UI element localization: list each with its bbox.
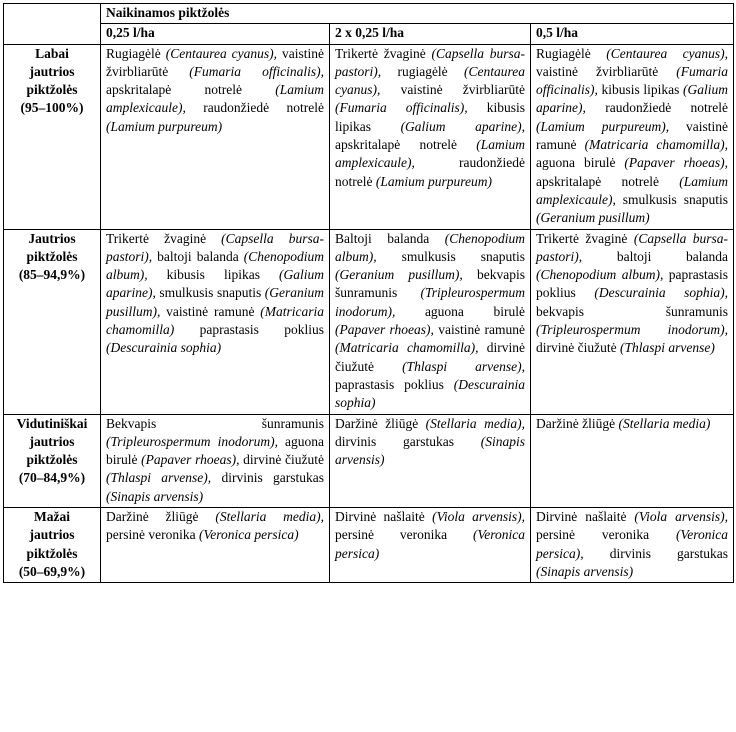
common-name: raudonžiedė notrelė [185, 100, 324, 116]
common-name: apskritalapė notrelė [106, 82, 276, 98]
latin-name: (Galium aparine), [400, 118, 525, 134]
category-line: jautrios [29, 433, 75, 449]
common-name: Trikertė žvaginė [335, 45, 432, 61]
common-name: apskritalapė notrelė [335, 137, 477, 153]
common-name: Baltoji balanda [335, 230, 445, 246]
weed-list-cell [330, 229, 531, 414]
common-name: Dirvinė našlaitė [335, 509, 433, 525]
category-line: (85–94,9%) [18, 267, 86, 283]
common-name: raudonžiedė notrelė [335, 155, 525, 189]
latin-name: (Matricaria chamomilla), [584, 137, 729, 153]
table-row [4, 508, 734, 583]
latin-name: (Geranium pusillum), [335, 267, 463, 283]
common-name: Dirvinė našlaitė [536, 509, 635, 525]
latin-name: (Fumaria officinalis), [189, 63, 324, 79]
common-name: apskritalapė notrelė [536, 173, 680, 189]
latin-name: (Capsella bursa-pastori), [335, 45, 526, 79]
latin-name: (Viola arvensis), [634, 509, 729, 525]
table-row [4, 414, 734, 507]
weed-list-cell [531, 508, 734, 583]
latin-name: (Tripleurospermum inodorum), [536, 322, 729, 338]
sensitivity-category [4, 229, 101, 414]
sensitivity-category [4, 414, 101, 507]
latin-name: (Capsella bursa-pastori), [106, 230, 324, 264]
common-name: Trikertė žvaginė [536, 230, 634, 246]
latin-name: (Veronica persica) [198, 527, 299, 543]
latin-name: (Stellaria media), [425, 415, 525, 431]
weed-list-cell [101, 229, 330, 414]
weed-list-cell [531, 414, 734, 507]
latin-name: (Fumaria officinalis), [536, 63, 729, 98]
common-name: vaistinė žvirbliarūtė [536, 63, 677, 79]
latin-name: (Descurainia sophia) [106, 340, 222, 356]
herbicide-efficacy-table [3, 3, 734, 583]
latin-name: (Veronica persica), [536, 527, 729, 561]
common-name: vaistinė ramunė [536, 118, 729, 153]
common-name: dirvinė čiužutė [239, 452, 325, 468]
common-name: Bekvapis šunramunis [106, 415, 324, 431]
common-name: Daržinė žliūgė [536, 415, 619, 431]
dose-header: 0,5 l/ha [531, 24, 734, 44]
weed-list-cell [330, 508, 531, 583]
header-row-doses [4, 24, 734, 44]
latin-name: (Lamium purpureum) [106, 118, 223, 134]
category-line: (50–69,9%) [18, 563, 86, 579]
common-name: dirvinis garstukas [211, 470, 324, 486]
latin-name: (Galium aparine), [536, 82, 729, 116]
weed-list-cell [101, 508, 330, 583]
latin-name: (Capsella bursa-pastori), [536, 230, 729, 264]
common-name: Trikertė žvaginė [106, 230, 222, 246]
latin-name: (Lamium purpureum) [375, 173, 492, 189]
common-name: Rugiagėlė [536, 45, 607, 61]
latin-name: (Centaurea cyanus), [335, 63, 525, 98]
latin-name: (Papaver rhoeas), [141, 452, 240, 468]
common-name: paprastasis poklius [335, 376, 454, 392]
latin-name: (Veronica persica) [335, 527, 525, 561]
category-line: Jautrios [28, 230, 76, 246]
latin-name: (Chenopodium album), [335, 230, 525, 264]
latin-name: (Fumaria officinalis), [335, 100, 468, 116]
latin-name: (Papaver rhoeas), [624, 155, 729, 171]
category-line: Labai [35, 45, 69, 61]
corner-cell [4, 4, 101, 45]
common-name: rugiagėlė [381, 63, 464, 79]
dose-header: 0,25 l/ha [101, 24, 330, 44]
category-line: piktžolės [26, 248, 78, 264]
common-name: dirvinis garstukas [335, 433, 481, 449]
latin-name: (Lamium amplexicaule), [106, 82, 324, 116]
category-line: piktžolės [26, 82, 78, 98]
latin-name: (Chenopodium album), [536, 267, 664, 283]
common-name: aguona birulė [106, 433, 324, 468]
latin-name: (Tripleurospermum inodorum), [106, 433, 278, 449]
sensitivity-category [4, 44, 101, 229]
latin-name: (Viola arvensis), [432, 509, 525, 525]
latin-name: (Lamium purpureum), [536, 118, 670, 134]
latin-name: (Sinapis arvensis) [106, 488, 204, 504]
latin-name: (Matricaria chamomilla) [106, 303, 324, 338]
category-line: Mažai [34, 509, 70, 525]
weed-list-cell [101, 44, 330, 229]
latin-name: (Thlaspi arvense), [106, 470, 212, 486]
table-row [4, 229, 734, 414]
weed-list-cell [531, 229, 734, 414]
weed-list-cell [330, 44, 531, 229]
common-name: smulkusis snaputis [155, 285, 265, 301]
latin-name: (Descurainia sophia) [335, 376, 525, 411]
common-name: smulkusis snaputis [615, 191, 729, 207]
category-line: jautrios [29, 63, 75, 79]
category-line: Vidutiniškai [16, 415, 88, 431]
latin-name: (Stellaria media) [618, 415, 711, 431]
weed-list-cell [330, 414, 531, 507]
latin-name: (Galium aparine), [106, 267, 324, 301]
common-name: Daržinė žliūgė [106, 509, 216, 525]
latin-name: (Matricaria chamomilla), [335, 340, 479, 356]
latin-name: (Geranium pusillum), [106, 285, 324, 319]
category-line: (70–84,9%) [18, 470, 86, 486]
latin-name: (Centaurea cyanus), [606, 45, 729, 61]
table-body [4, 44, 734, 583]
common-name: aguona birulė [536, 155, 625, 171]
latin-name: (Lamium amplexicaule), [536, 173, 729, 207]
common-name: Rugiagėlė [106, 45, 166, 61]
latin-name: (Chenopodium album), [106, 248, 324, 283]
header-row-group [4, 4, 734, 24]
common-name: smulkusis snaputis [376, 248, 525, 264]
table-row [4, 44, 734, 229]
latin-name: (Descurainia sophia), [594, 285, 729, 301]
common-name: kibusis lipikas [597, 82, 684, 98]
common-name: dirvinė čiužutė [335, 340, 525, 374]
latin-name: (Geranium pusillum) [536, 210, 650, 226]
category-line: (95–100%) [20, 100, 84, 116]
common-name: paprastasis poklius [536, 267, 729, 301]
common-name: paprastasis poklius [174, 322, 324, 338]
common-name: persinė veronika [335, 527, 474, 543]
common-name: kibusis lipikas [147, 267, 279, 283]
sensitivity-category [4, 508, 101, 583]
weed-list-cell [101, 414, 330, 507]
common-name: raudonžiedė notrelė [585, 100, 729, 116]
category-line: jautrios [29, 527, 75, 543]
common-name: vaistinė ramunė [160, 303, 261, 319]
common-name: baltoji balanda [582, 248, 729, 264]
latin-name: (Tripleurospermum inodorum), [335, 285, 525, 319]
latin-name: (Thlaspi arvense) [619, 340, 715, 356]
common-name: vaistinė žvirbliarūtė [380, 82, 525, 98]
common-name: bekvapis šunramunis [335, 267, 525, 301]
category-line: piktžolės [26, 545, 78, 561]
common-name: Daržinė žliūgė [335, 415, 426, 431]
latin-name: (Stellaria media), [215, 509, 324, 525]
header-group-title: Naikinamos piktžolės [101, 4, 734, 24]
common-name: bekvapis šunramunis [536, 303, 729, 319]
common-name: kibusis lipikas [335, 100, 525, 134]
latin-name: (Lamium amplexicaule), [335, 137, 525, 171]
latin-name: (Sinapis arvensis) [335, 433, 525, 468]
common-name: persinė veronika [106, 527, 199, 543]
common-name: aguona birulė [395, 303, 525, 319]
latin-name: (Centaurea cyanus), [165, 45, 278, 61]
dose-header: 2 x 0,25 l/ha [330, 24, 531, 44]
common-name: dirvinis garstukas [583, 545, 729, 561]
common-name: dirvinė čiužutė [536, 340, 620, 356]
latin-name: (Papaver rhoeas), [335, 322, 434, 338]
weed-list-cell [531, 44, 734, 229]
common-name: baltoji balanda [152, 248, 244, 264]
common-name: vaistinė žvirbliarūtė [106, 45, 324, 79]
common-name: persinė veronika [536, 527, 677, 543]
latin-name: (Sinapis arvensis) [536, 563, 634, 579]
latin-name: (Thlaspi arvense), [402, 358, 525, 374]
category-line: piktžolės [26, 452, 78, 468]
common-name: vaistinė ramunė [433, 322, 525, 338]
